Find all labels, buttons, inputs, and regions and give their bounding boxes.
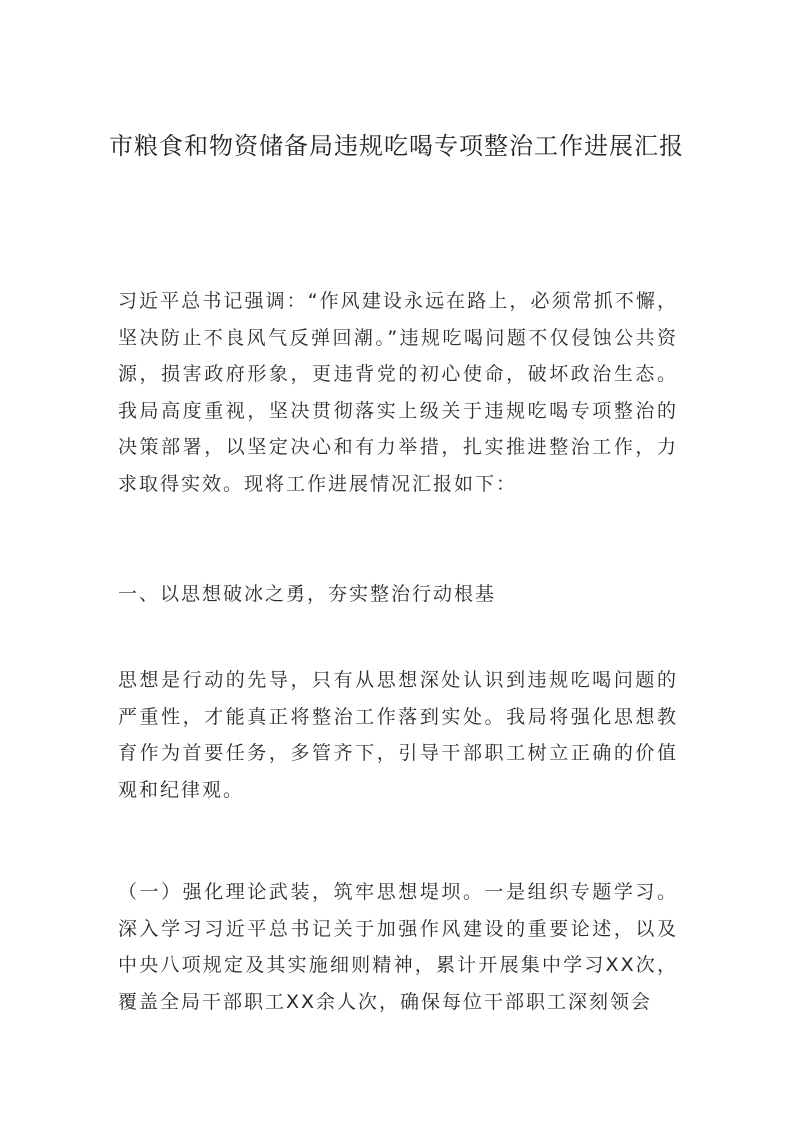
subsection-paragraph: （一）强化理论武装，筑牢思想堤坝。一是组织专题学习。深入学习习近平总书记关于加强作风建设的重要论述，以及中央八项规定及其实施细则精神，累计开展集中学习XX次，覆盖全局干部职工XX余人次，确保每位干部职工深刻领会	[118, 881, 678, 1013]
section-heading: 一、以思想破冰之勇，夯实整治行动根基	[118, 583, 497, 605]
document-title: 市粮食和物资储备局违规吃喝专项整治工作进展汇报	[109, 132, 684, 160]
section-paragraph: 思想是行动的先导，只有从思想深处认识到违规吃喝问题的严重性，才能真正将整治工作落到实处。我局将强化思想教育作为首要任务，多管齐下，引导干部职工树立正确的价值观和纪律观。	[118, 669, 678, 801]
intro-paragraph: 习近平总书记强调：“作风建设永远在路上，必须常抓不懈，坚决防止不良风气反弹回潮。”违规吃喝问题不仅侵蚀公共资源，损害政府形象，更违背党的初心使命，破坏政治生态。我局高度重视，坚决贯彻落实上级关于违规吃喝专项整治的决策部署，以坚定决心和有力举措，扎实推进整治工作，力求取得实效。现将工作进展情况汇报如下：	[118, 290, 678, 495]
